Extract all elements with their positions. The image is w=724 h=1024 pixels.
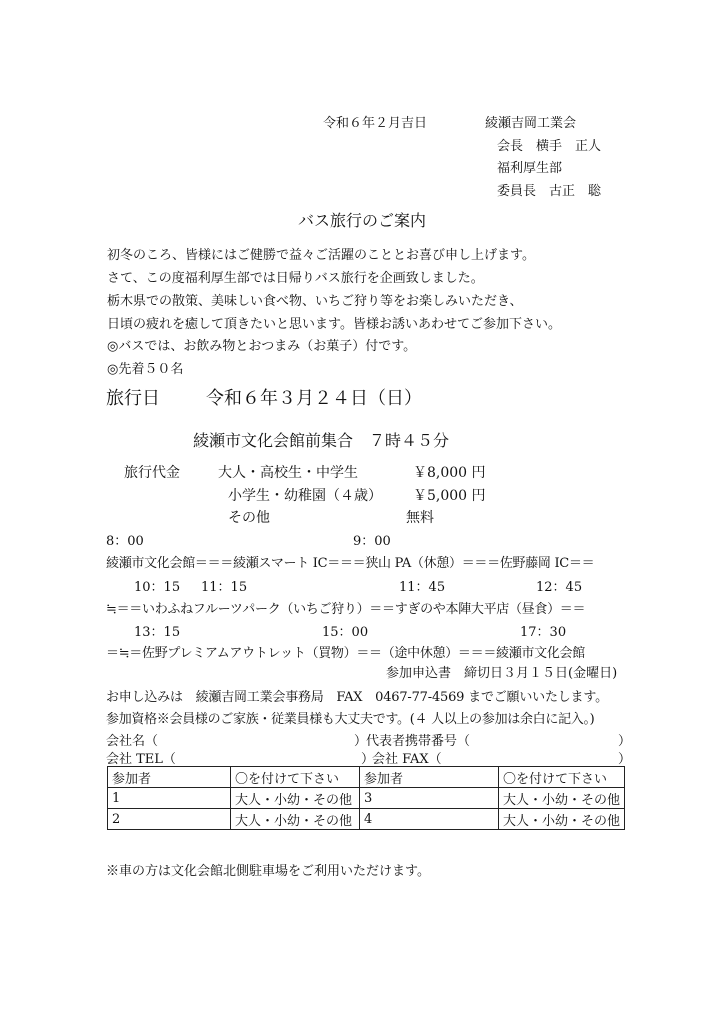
table-row bbox=[108, 809, 625, 830]
schedule-time: 10：15 bbox=[134, 580, 181, 595]
schedule-time: 11：15 bbox=[201, 580, 248, 595]
contact-info: お申し込みは 綾瀬吉岡工業会事務局 FAX 0467-77-4569 までご願いいたします。 bbox=[106, 690, 608, 705]
company-fax-field[interactable] bbox=[460, 748, 615, 764]
mobile-number-label: 代表者携帯番号（ bbox=[366, 734, 471, 749]
table-header-row bbox=[108, 767, 625, 788]
fees-label: 旅行代金 bbox=[124, 465, 180, 481]
department-name: 福利厚生部 bbox=[497, 161, 563, 176]
table-row bbox=[108, 788, 625, 809]
chair-name: 委員長 古正 聡 bbox=[497, 184, 602, 199]
participant-number[interactable]: 1 bbox=[108, 788, 231, 809]
mobile-number-field[interactable] bbox=[476, 730, 616, 746]
fee-price: 無料 bbox=[406, 510, 434, 526]
schedule-time: 12：45 bbox=[536, 580, 583, 595]
intro-line: ◎バスでは、お飲み物とおつまみ（お菓子）付です。 bbox=[107, 339, 417, 354]
intro-line: 日頃の疲れを癒して頂きたいと思います。皆様お誘いあわせてご参加下さい。 bbox=[107, 317, 561, 332]
column-header: 〇を付けて下さい bbox=[231, 767, 360, 788]
participant-category[interactable]: 大人・小幼・その他 bbox=[231, 809, 360, 830]
column-header: 参加者 bbox=[360, 767, 499, 788]
deadline-notice: 参加申込書 締切日３月１５日(金曜日) bbox=[386, 666, 618, 681]
fee-category: その他 bbox=[228, 510, 270, 526]
intro-line: 栃木県での散策、美味しい食べ物、いちご狩り等をお楽しみいただき、 bbox=[107, 294, 523, 309]
fee-price: ￥8,000 円 bbox=[413, 465, 486, 481]
eligibility-info: 参加資格※会員様のご家族・従業員様も大丈夫です。(４ 人以上の参加は余白に記入。) bbox=[106, 712, 595, 727]
participant-number[interactable]: 4 bbox=[360, 809, 499, 830]
route-line: 綾瀬市文化会館＝＝＝綾瀬スマート IC＝＝＝狭山 PA（休憩）＝＝＝佐野藤岡 IC＝＝ bbox=[106, 556, 595, 571]
meeting-info: 綾瀬市文化会館前集合 ７時４５分 bbox=[193, 431, 450, 450]
participant-number[interactable]: 3 bbox=[360, 788, 499, 809]
route-line: ＝≒＝佐野プレミアムアウトレット（買物）＝＝（途中休憩）＝＝＝綾瀬市文化会館 bbox=[106, 646, 585, 661]
organization-name: 綾瀬吉岡工業会 bbox=[485, 116, 577, 131]
parking-note: ※車の方は文化会館北側駐車場をご利用いただけます。 bbox=[106, 864, 430, 879]
column-header: 参加者 bbox=[108, 767, 231, 788]
document-title: バス旅行のご案内 bbox=[298, 211, 427, 230]
company-fax-label: 会社 FAX（ bbox=[372, 752, 442, 767]
company-name-close: ） bbox=[354, 734, 368, 749]
schedule-time: 9：00 bbox=[353, 534, 391, 549]
fee-category: 大人・高校生・中学生 bbox=[218, 465, 358, 481]
participant-category[interactable]: 大人・小幼・その他 bbox=[499, 809, 625, 830]
company-tel-close: ） bbox=[361, 752, 375, 767]
intro-line: 初冬のころ、皆様にはご健勝で益々ご活躍のこととお喜び申し上げます。 bbox=[107, 248, 535, 263]
schedule-time: 15：00 bbox=[322, 625, 369, 640]
schedule-time: 11：45 bbox=[399, 580, 446, 595]
schedule-time: 17：30 bbox=[520, 625, 567, 640]
company-fax-close: ） bbox=[618, 752, 632, 767]
schedule-time: 8：00 bbox=[106, 534, 144, 549]
participant-category[interactable]: 大人・小幼・その他 bbox=[499, 788, 625, 809]
issue-date: 令和６年２月吉日 bbox=[323, 116, 428, 131]
trip-date-value: 令和６年３月２４日（日） bbox=[206, 388, 422, 409]
president-name: 会長 横手 正人 bbox=[497, 139, 602, 154]
column-header: 〇を付けて下さい bbox=[499, 767, 625, 788]
company-tel-field[interactable] bbox=[185, 748, 360, 764]
participant-table bbox=[107, 766, 625, 830]
fee-category: 小学生・幼稚園（４歳） bbox=[228, 488, 382, 504]
intro-line: ◎先着５０名 bbox=[107, 362, 184, 377]
company-name-field[interactable] bbox=[172, 730, 352, 746]
company-name-label: 会社名（ bbox=[106, 734, 159, 749]
intro-line: さて、この度福利厚生部では日帰りバス旅行を企画致しました。 bbox=[107, 271, 484, 286]
company-tel-label: 会社 TEL（ bbox=[106, 752, 176, 767]
schedule-time: 13：15 bbox=[134, 625, 181, 640]
route-line: ≒＝＝いわふねフルーツパーク（いちご狩り）＝＝すぎのや本陣大平店（昼食）＝＝ bbox=[106, 602, 586, 617]
fee-price: ￥5,000 円 bbox=[413, 488, 486, 504]
participant-number[interactable]: 2 bbox=[108, 809, 231, 830]
participant-category[interactable]: 大人・小幼・その他 bbox=[231, 788, 360, 809]
mobile-number-close: ） bbox=[618, 734, 632, 749]
trip-date-label: 旅行日 bbox=[106, 388, 160, 409]
